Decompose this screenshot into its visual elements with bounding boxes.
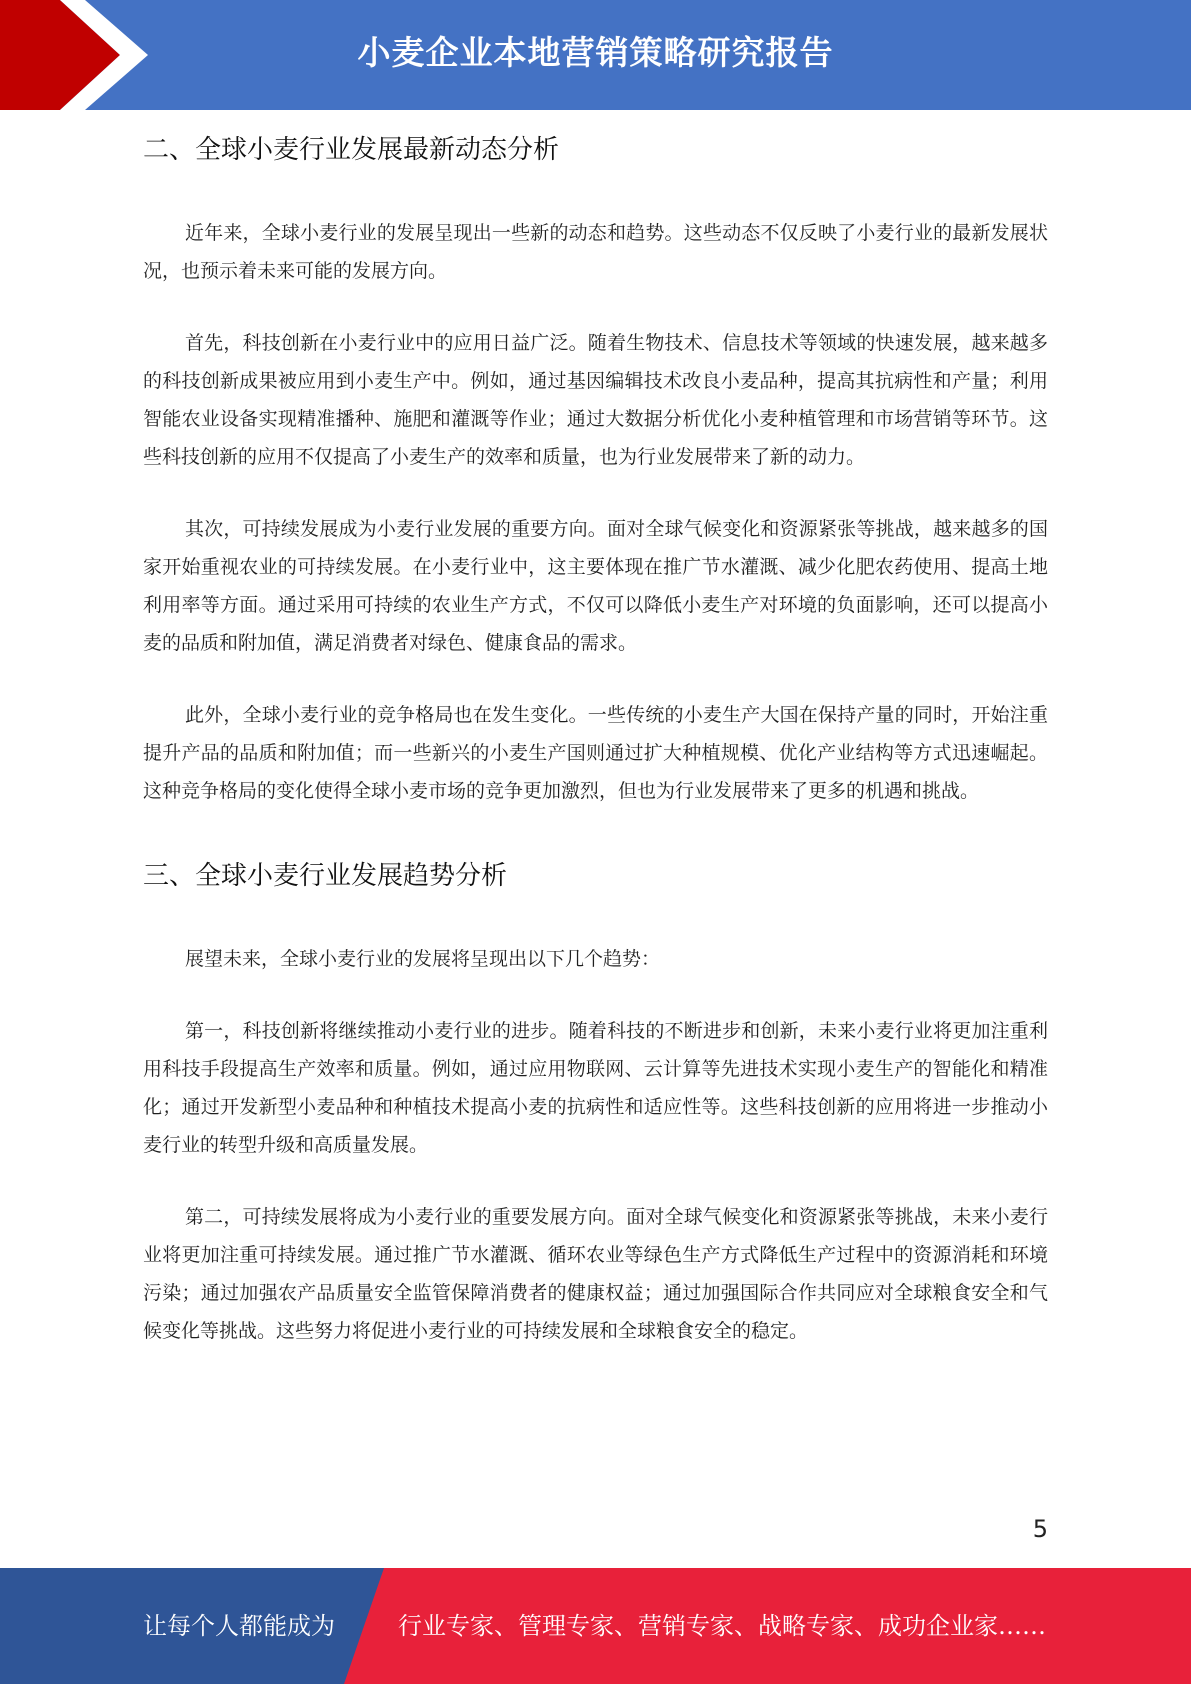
paragraph: 此外，全球小麦行业的竞争格局也在发生变化。一些传统的小麦生产大国在保持产量的同时，开始注重提升产品的品质和附加值；而一些新兴的小麦生产国则通过扩大种植规模、优化产业结构等方式迅速崛起。这种竞争格局的变化使得全球小麦市场的竞争更加激烈，但也为行业发展带来了更多的机遇和挑战。 <box>143 704 1048 802</box>
document-body <box>143 130 1048 1384</box>
paragraph: 展望未来，全球小麦行业的发展将呈现出以下几个趋势： <box>185 948 661 970</box>
footer-slogan-right: 行业专家、管理专家、营销专家、战略专家、成功企业家…… <box>398 1612 1046 1640</box>
section-heading: 三、全球小麦行业发展趋势分析 <box>143 861 508 891</box>
footer-slogan-left: 让每个人都能成为 <box>143 1612 335 1640</box>
report-title: 小麦企业本地营销策略研究报告 <box>357 33 834 72</box>
page-header <box>0 0 1191 110</box>
paragraph: 其次，可持续发展成为小麦行业发展的重要方向。面对全球气候变化和资源紧张等挑战，越来越多的国家开始重视农业的可持续发展。在小麦行业中，这主要体现在推广节水灌溉、减少化肥农药使用、提高土地利用率等方面。通过采用可持续的农业生产方式，不仅可以降低小麦生产对环境的负面影响，还可以提高小麦的品质和附加值，满足消费者对绿色、健康食品的需求。 <box>143 518 1048 654</box>
section-heading: 二、全球小麦行业发展最新动态分析 <box>143 135 560 165</box>
paragraph: 首先，科技创新在小麦行业中的应用日益广泛。随着生物技术、信息技术等领域的快速发展，越来越多的科技创新成果被应用到小麦生产中。例如，通过基因编辑技术改良小麦品种，提高其抗病性和产量；利用智能农业设备实现精准播种、施肥和灌溉等作业；通过大数据分析优化小麦种植管理和市场营销等环节。这些科技创新的应用不仅提高了小麦生产的效率和质量，也为行业发展带来了新的动力。 <box>143 332 1048 468</box>
page-number: 5 <box>1032 1515 1048 1543</box>
paragraph: 近年来，全球小麦行业的发展呈现出一些新的动态和趋势。这些动态不仅反映了小麦行业的最新发展状况，也预示着未来可能的发展方向。 <box>143 222 1048 282</box>
page-footer <box>0 1568 1191 1684</box>
paragraph: 第二，可持续发展将成为小麦行业的重要发展方向。面对全球气候变化和资源紧张等挑战，未来小麦行业将更加注重可持续发展。通过推广节水灌溉、循环农业等绿色生产方式降低生产过程中的资源消耗和环境污染；通过加强农产品质量安全监管保障消费者的健康权益；通过加强国际合作共同应对全球粮食安全和气候变化等挑战。这些努力将促进小麦行业的可持续发展和全球粮食安全的稳定。 <box>143 1206 1048 1342</box>
paragraph: 第一，科技创新将继续推动小麦行业的进步。随着科技的不断进步和创新，未来小麦行业将更加注重利用科技手段提高生产效率和质量。例如，通过应用物联网、云计算等先进技术实现小麦生产的智能化和精准化；通过开发新型小麦品种和种植技术提高小麦的抗病性和适应性等。这些科技创新的应用将进一步推动小麦行业的转型升级和高质量发展。 <box>143 1020 1048 1156</box>
